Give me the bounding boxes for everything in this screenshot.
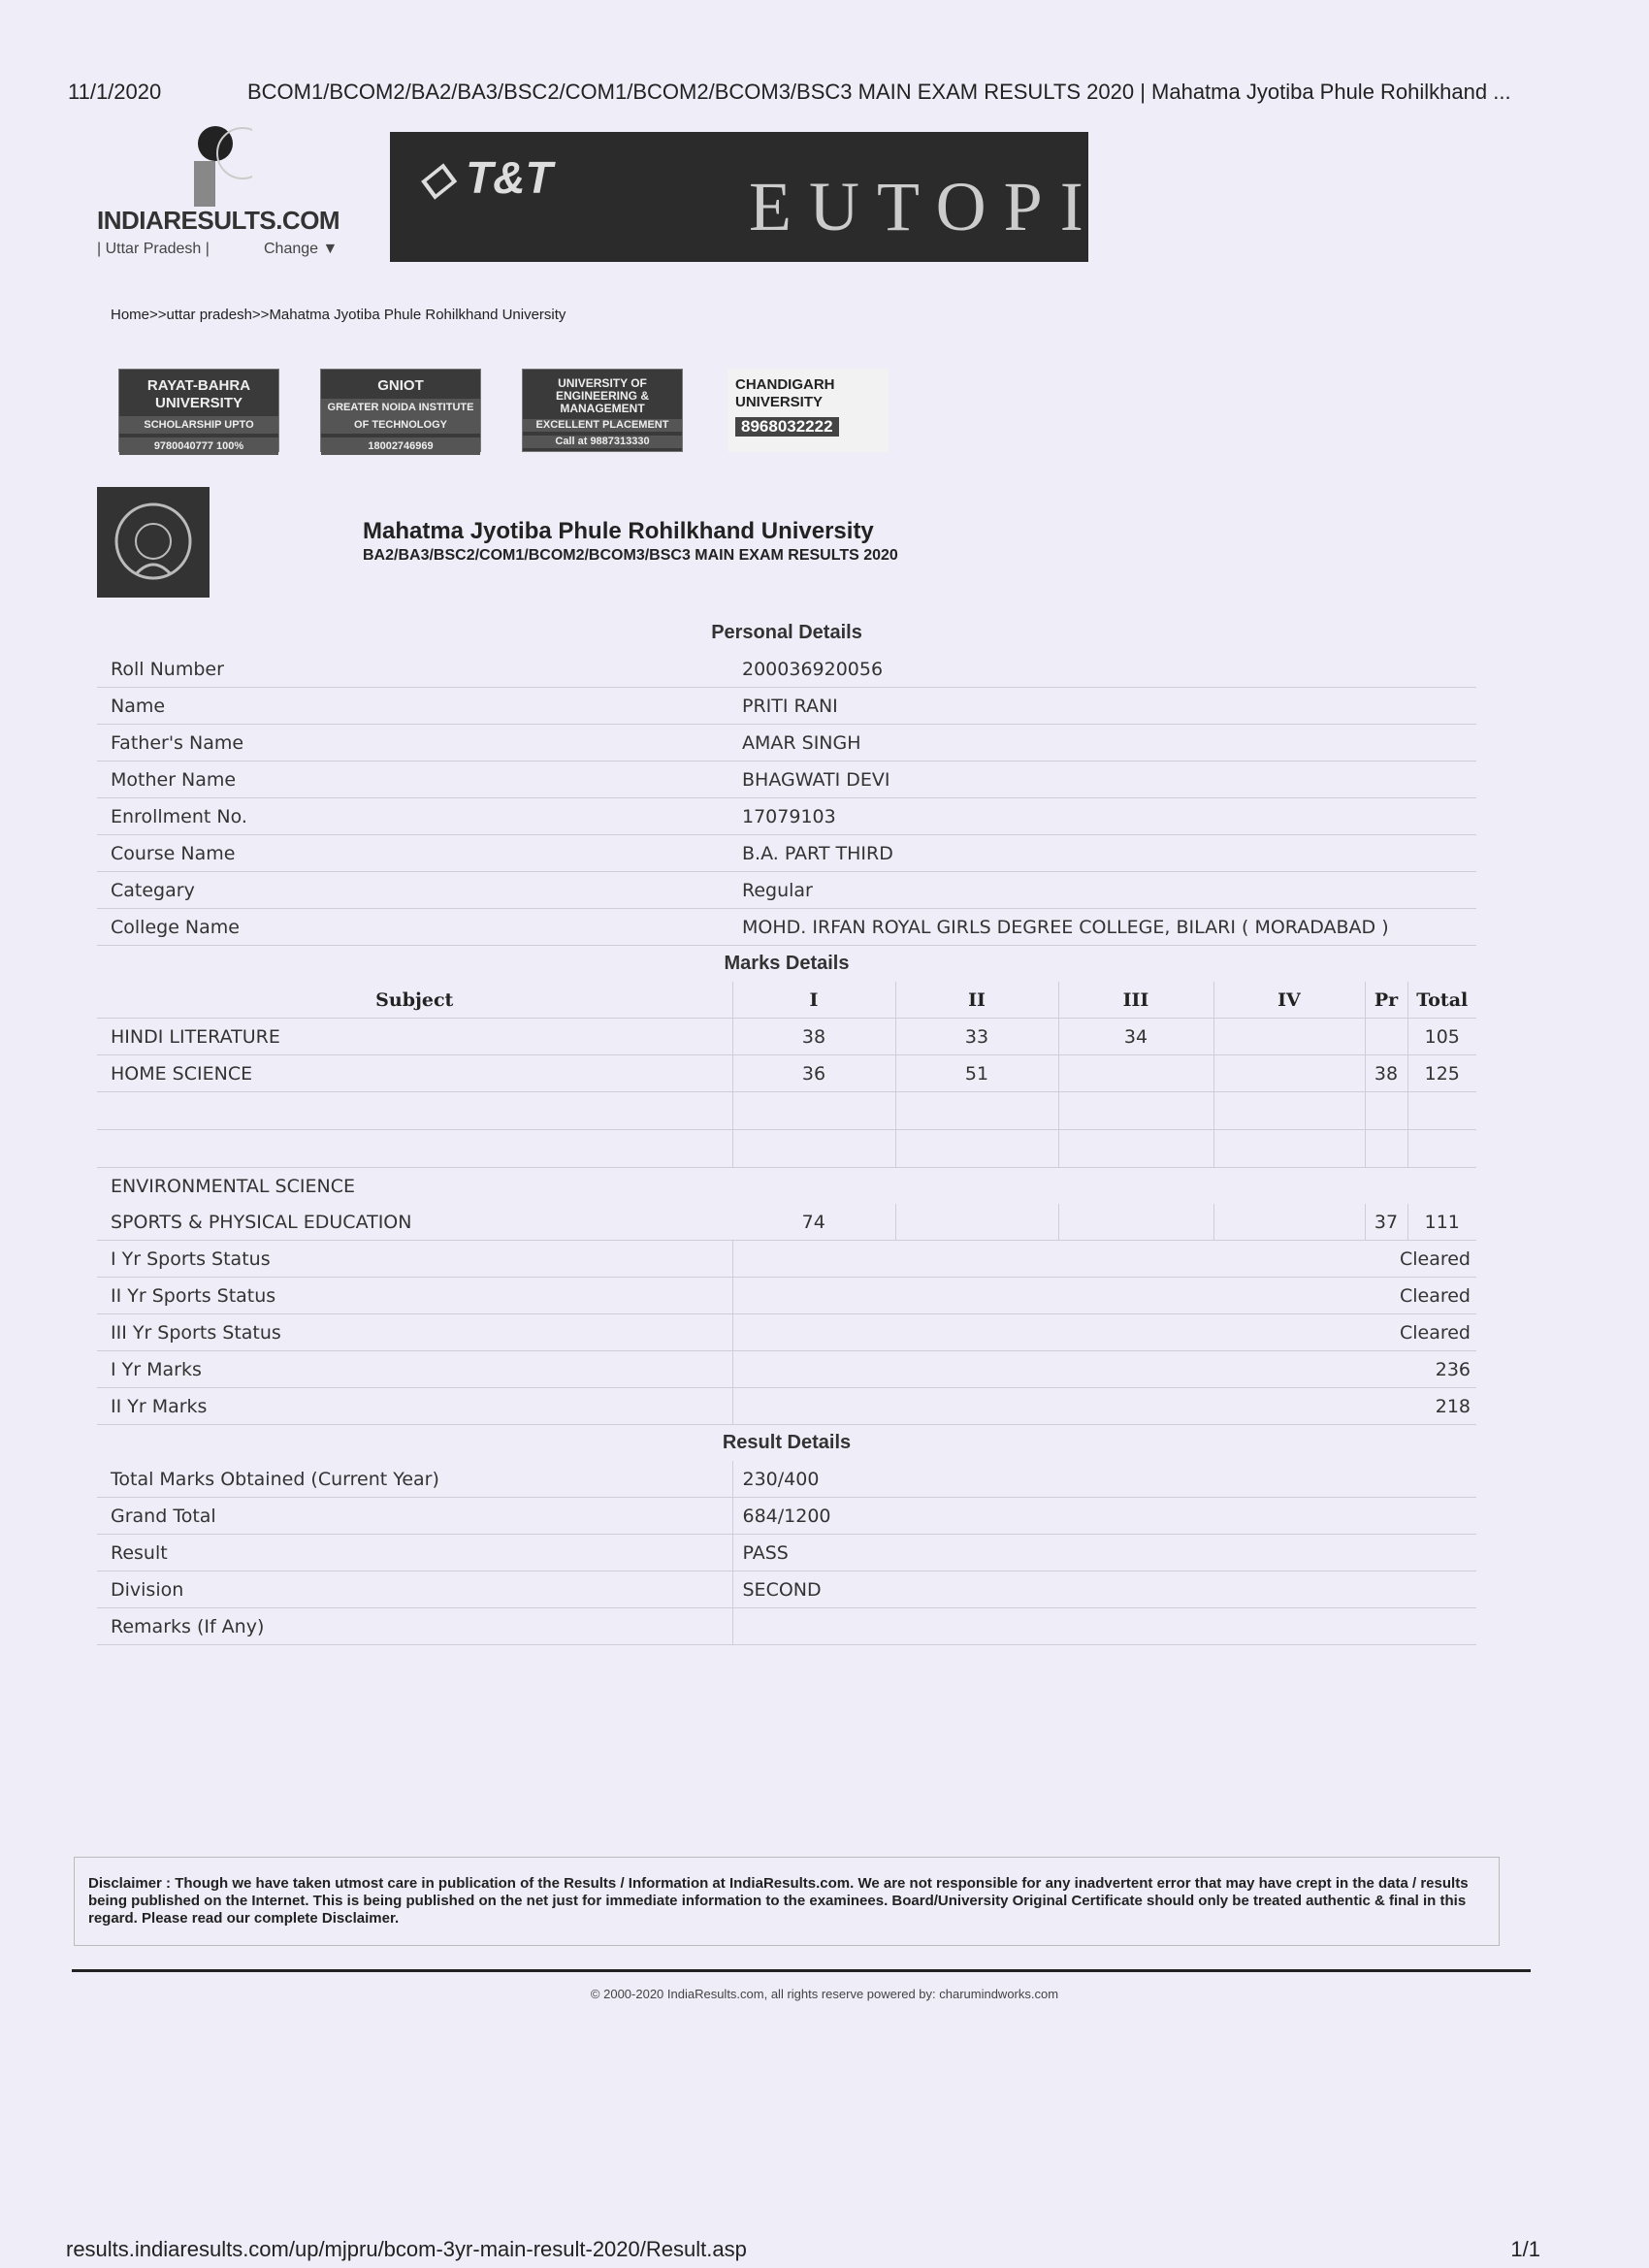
col-ii: II [895, 982, 1058, 1019]
ad-sub: SCHOLARSHIP UPTO [119, 416, 278, 434]
ad-phone: 8968032222 [735, 417, 839, 437]
row-label: III Yr Sports Status [97, 1314, 732, 1351]
row-value: Cleared [732, 1241, 1476, 1278]
table-row [97, 1055, 1476, 1092]
row-label: Name [97, 688, 732, 725]
ad-sub: EXCELLENT PLACEMENT [523, 419, 682, 432]
ad-title: CHANDIGARH UNIVERSITY [735, 376, 835, 410]
table-row [97, 1351, 1476, 1388]
row-label: Division [97, 1571, 732, 1608]
row-value: Regular [732, 872, 1476, 909]
row-value: SECOND [732, 1571, 1476, 1608]
table-row [97, 798, 1476, 835]
table-row [97, 1388, 1476, 1425]
row-value: Cleared [732, 1314, 1476, 1351]
ad-gniot[interactable] [320, 369, 481, 452]
exam-name: BA2/BA3/BSC2/COM1/BCOM2/BCOM3/BSC3 MAIN EXAM RESULTS 2020 [363, 547, 898, 564]
col-iv: IV [1213, 982, 1365, 1019]
marks-header-row [97, 982, 1476, 1019]
logo-figure-icon [194, 124, 252, 207]
table-row [97, 1608, 1476, 1645]
col-i: I [732, 982, 895, 1019]
env-science-label: ENVIRONMENTAL SCIENCE [111, 1175, 355, 1197]
table-row [97, 872, 1476, 909]
row-label: Total Marks Obtained (Current Year) [97, 1461, 732, 1498]
table-row [97, 1535, 1476, 1571]
mark-iv [1213, 1055, 1365, 1092]
row-value: PRITI RANI [732, 688, 1476, 725]
col-iii: III [1058, 982, 1213, 1019]
print-footer [66, 2237, 1540, 2262]
ad-phone: Call at 9887313330 [523, 436, 682, 448]
disclaimer: Disclaimer : Though we have taken utmost care in publication of the Results / Information at IndiaResults.com. We are not responsible for any inadvertent error that may have crept in the data / results being published on the Internet. This is being published on the net just for immediate information to the examinees. Board/University Original Certificate should only be treated authentic & final in this regard. Please read our complete Disclaimer. [74, 1857, 1500, 1946]
mark-pr: 37 [1365, 1204, 1407, 1241]
table-row [97, 761, 1476, 798]
row-value: 17079103 [732, 798, 1476, 835]
print-title: BCOM1/BCOM2/BA2/BA3/BSC2/COM1/BCOM2/BCOM3/BSC3 MAIN EXAM RESULTS 2020 | Mahatma Jyotiba Phule Rohilkhand ... [247, 80, 1511, 104]
change-region-link[interactable]: Change ▼ [264, 241, 339, 257]
mark-ii: 33 [895, 1019, 1058, 1055]
advertisement-banner[interactable] [390, 132, 1101, 262]
row-label: Roll Number [97, 651, 732, 688]
row-label: I Yr Marks [97, 1351, 732, 1388]
banner-brand: ◇ T&T [419, 152, 553, 203]
print-date: 11/1/2020 [68, 80, 162, 104]
ad-title: GNIOT [377, 377, 424, 394]
row-label: Remarks (If Any) [97, 1608, 732, 1645]
row-label: Mother Name [97, 761, 732, 798]
mark-iv [1213, 1019, 1365, 1055]
copyright: © 2000-2020 IndiaResults.com, all rights reserve powered by: charumindworks.com [590, 1987, 1059, 2001]
row-value: 230/400 [732, 1461, 1476, 1498]
mark-total: 125 [1407, 1055, 1476, 1092]
table-row [97, 1092, 1476, 1130]
marks-details-heading: Marks Details [724, 953, 850, 974]
row-value: 200036920056 [732, 651, 1476, 688]
table-row [97, 835, 1476, 872]
table-row [97, 1571, 1476, 1608]
row-label: College Name [97, 909, 732, 946]
print-header [68, 80, 1562, 105]
table-row [97, 1498, 1476, 1535]
row-label: II Yr Marks [97, 1388, 732, 1425]
table-row [97, 909, 1476, 946]
ad-phone: 18002746969 [321, 437, 480, 455]
ad-rayat-bahra[interactable] [118, 369, 279, 452]
ad-phone: 9780040777 100% [119, 437, 278, 455]
ad-title: UNIVERSITY OF ENGINEERING & MANAGEMENT [555, 376, 649, 415]
university-seal-icon [97, 487, 210, 598]
table-row [97, 1130, 1476, 1168]
row-label: Result [97, 1535, 732, 1571]
mark-pr [1365, 1019, 1407, 1055]
row-value: 236 [732, 1351, 1476, 1388]
row-value [732, 1608, 1476, 1645]
row-label: II Yr Sports Status [97, 1278, 732, 1314]
mark-total: 111 [1407, 1204, 1476, 1241]
row-label: Father's Name [97, 725, 732, 761]
row-value: 684/1200 [732, 1498, 1476, 1535]
table-row [97, 651, 1476, 688]
row-label: Course Name [97, 835, 732, 872]
ad-sub: GREATER NOIDA INSTITUTE OF TECHNOLOGY [321, 399, 480, 434]
university-name: Mahatma Jyotiba Phule Rohilkhand University [363, 518, 874, 544]
mark-total: 105 [1407, 1019, 1476, 1055]
result-details-heading: Result Details [722, 1432, 852, 1453]
mark-iii [1058, 1055, 1213, 1092]
subject-name: SPORTS & PHYSICAL EDUCATION [97, 1204, 732, 1241]
col-total: Total [1407, 982, 1476, 1019]
row-value: AMAR SINGH [732, 725, 1476, 761]
row-label: Grand Total [97, 1498, 732, 1535]
row-value: B.A. PART THIRD [732, 835, 1476, 872]
table-row [97, 688, 1476, 725]
university-emblem [97, 487, 210, 598]
table-row [97, 1314, 1476, 1351]
result-table [97, 615, 1476, 1645]
subject-name: HINDI LITERATURE [97, 1019, 732, 1055]
table-row [97, 1168, 1476, 1205]
university-title-block [363, 518, 898, 565]
footer-divider [72, 1969, 1531, 1972]
table-row [97, 1278, 1476, 1314]
table-row [97, 725, 1476, 761]
mark-i: 38 [732, 1019, 895, 1055]
table-row [97, 1204, 1476, 1241]
ad-title: RAYAT-BAHRA UNIVERSITY [146, 377, 251, 411]
region-label: | Uttar Pradesh | [97, 241, 210, 257]
page-number: 1/1 [1510, 2237, 1540, 2261]
mark-pr: 38 [1365, 1055, 1407, 1092]
personal-details-heading: Personal Details [711, 622, 862, 643]
ad-chandigarh[interactable] [728, 369, 889, 452]
ad-uem[interactable] [522, 369, 683, 452]
banner-text: EUTOPI [749, 168, 1101, 245]
table-row [97, 1019, 1476, 1055]
row-value: 218 [732, 1388, 1476, 1425]
row-value: MOHD. IRFAN ROYAL GIRLS DEGREE COLLEGE, BILARI ( MORADABAD ) [732, 909, 1476, 946]
col-subject: Subject [97, 982, 732, 1019]
row-label: Categary [97, 872, 732, 909]
subject-name: HOME SCIENCE [97, 1055, 732, 1092]
mark-i: 74 [732, 1204, 895, 1241]
mark-ii: 51 [895, 1055, 1058, 1092]
mark-i: 36 [732, 1055, 895, 1092]
logo-wordmark: INDIARESULTS.COM [97, 206, 340, 235]
table-row [97, 1241, 1476, 1278]
site-logo[interactable] [97, 124, 349, 260]
row-label: I Yr Sports Status [97, 1241, 732, 1278]
row-value: BHAGWATI DEVI [732, 761, 1476, 798]
breadcrumb[interactable]: Home>>uttar pradesh>>Mahatma Jyotiba Phule Rohilkhand University [111, 307, 566, 323]
page-url: results.indiaresults.com/up/mjpru/bcom-3yr-main-result-2020/Result.asp [66, 2237, 747, 2261]
table-row [97, 1461, 1476, 1498]
col-pr: Pr [1365, 982, 1407, 1019]
mark-iii: 34 [1058, 1019, 1213, 1055]
row-label: Enrollment No. [97, 798, 732, 835]
row-value: PASS [732, 1535, 1476, 1571]
row-value: Cleared [732, 1278, 1476, 1314]
